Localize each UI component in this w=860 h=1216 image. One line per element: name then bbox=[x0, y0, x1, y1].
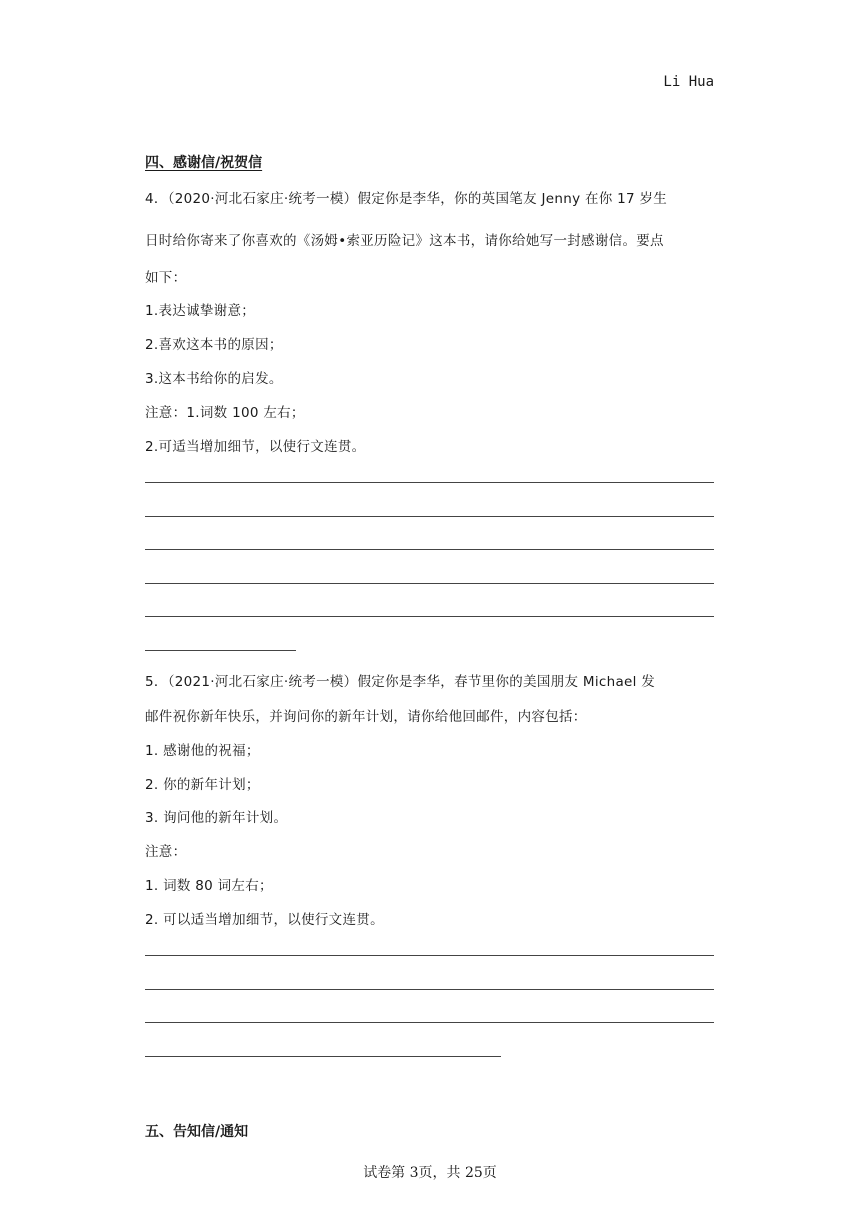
question-4-line-1: 4．（2020·河北石家庄·统考一模）假定你是李华，你的英国笔友 Jenny 在你 17 岁生 bbox=[145, 191, 668, 207]
answer-line[interactable] bbox=[145, 482, 714, 483]
question-5-point-1: 1. 感谢他的祝福； bbox=[145, 743, 260, 759]
section-heading-notice: 五、告知信/通知 bbox=[145, 1124, 249, 1140]
question-5-line-1: 5．（2021·河北石家庄·统考一模）假定你是李华，春节里你的美国朋友 Michael 发 bbox=[145, 674, 656, 690]
question-5-note-label: 注意： bbox=[145, 844, 187, 860]
question-4-point-1: 1.表达诚挚谢意； bbox=[145, 303, 256, 319]
answer-line[interactable] bbox=[145, 583, 714, 584]
answer-line[interactable] bbox=[145, 616, 714, 617]
answer-line[interactable] bbox=[145, 989, 714, 990]
answer-line[interactable] bbox=[145, 1056, 501, 1057]
section-heading-thanks-letter: 四、感谢信/祝贺信 bbox=[145, 155, 263, 171]
answer-line[interactable] bbox=[145, 650, 296, 651]
question-5-line-2: 邮件祝你新年快乐，并询问你的新年计划，请你给他回邮件，内容包括： bbox=[145, 709, 587, 725]
question-5-point-3: 3. 询问他的新年计划。 bbox=[145, 810, 288, 826]
question-4-note-2: 2.可适当增加细节，以使行文连贯。 bbox=[145, 439, 366, 455]
question-4-point-3: 3.这本书给你的启发。 bbox=[145, 371, 283, 387]
question-4-point-2: 2.喜欢这本书的原因； bbox=[145, 337, 283, 353]
page-footer: 试卷第 3页，共 25页 bbox=[363, 1165, 497, 1181]
question-5-note-1: 1. 词数 80 词左右； bbox=[145, 878, 273, 894]
question-4-line-2: 日时给你寄来了你喜欢的《汤姆•索亚历险记》这本书，请你给她写一封感谢信。要点 bbox=[145, 233, 664, 249]
question-5-point-2: 2. 你的新年计划； bbox=[145, 777, 260, 793]
answer-line[interactable] bbox=[145, 516, 714, 517]
answer-line[interactable] bbox=[145, 1022, 714, 1023]
question-4-line-3: 如下： bbox=[145, 270, 187, 286]
answer-line[interactable] bbox=[145, 549, 714, 550]
signature-text: Li Hua bbox=[663, 74, 714, 90]
question-4-note-1: 注意：1.词数 100 左右； bbox=[145, 405, 305, 421]
answer-line[interactable] bbox=[145, 955, 714, 956]
question-5-note-2: 2. 可以适当增加细节，以使行文连贯。 bbox=[145, 912, 384, 928]
